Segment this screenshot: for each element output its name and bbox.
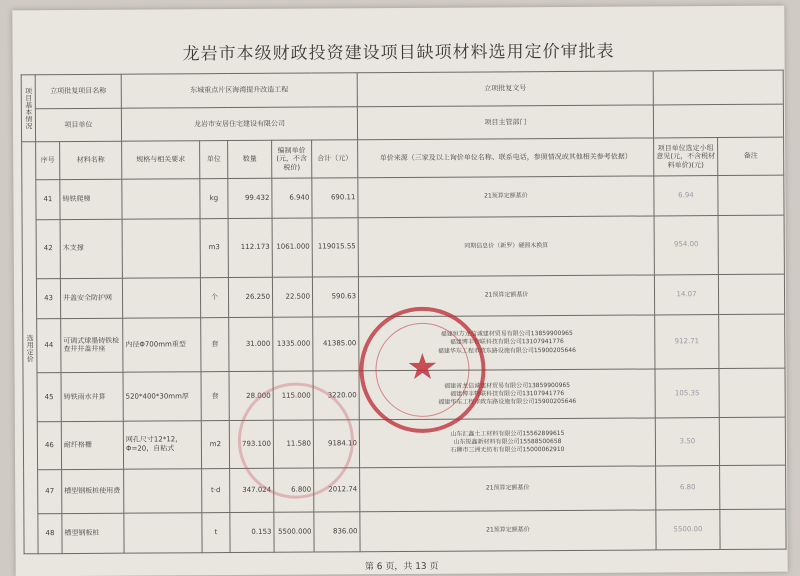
project-unit-row xyxy=(21,104,783,142)
project-unit-label: 项目单位 xyxy=(35,108,121,142)
price-source-line: 21预算定额基价 xyxy=(484,192,528,200)
row-review-price: 5500.00 xyxy=(656,510,720,550)
form-title: 龙岩市本级财政投资建设项目缺项材料选用定价审批表 xyxy=(182,41,615,65)
price-source-line: 山东锐鑫新材料有限公司15588500658 xyxy=(453,438,562,446)
project-unit-value: 龙岩市安居住宅建设有限公司 xyxy=(121,106,357,141)
header-material-name: 材料名称 xyxy=(60,141,122,179)
header-unit: 单位 xyxy=(200,141,228,179)
table-row xyxy=(24,465,786,514)
header-price-source: 单价来源（三家及以上询价单位名称、联系电话，参照情况或其他相关参考依据） xyxy=(358,138,654,178)
row-spec xyxy=(124,513,202,553)
row-total: 119015.55 xyxy=(312,218,358,277)
project-name-value: 东城重点片区海湾提升改造工程 xyxy=(121,73,357,108)
row-unit-price: 115.000 xyxy=(273,371,313,420)
row-total: 9184.10 xyxy=(313,419,359,468)
price-source-line: 21预算定额基价 xyxy=(485,484,530,492)
row-unit-price: 5500.000 xyxy=(274,512,314,552)
faded-seal-stamp xyxy=(238,382,355,499)
price-source-line: 福建华东工程市政东路设施有限公司15900205646 xyxy=(438,397,577,406)
project-name-label: 立项批复项目名称 xyxy=(35,74,121,108)
row-seq: 43 xyxy=(36,278,60,318)
row-seq: 48 xyxy=(38,514,62,554)
row-review-price: 6.94 xyxy=(654,176,718,216)
price-source-line: 福建华东工程市政东路设施有限公司15900205646 xyxy=(437,346,576,355)
row-qty: 26.250 xyxy=(228,277,272,317)
row-spec xyxy=(124,469,202,514)
row-qty: 28.000 xyxy=(229,372,273,421)
approval-doc-value xyxy=(653,70,783,104)
header-unit-price: 编制单价(元，不含税价) xyxy=(272,140,312,178)
row-seq: 45 xyxy=(37,373,61,421)
row-seq: 42 xyxy=(36,220,60,279)
supervising-dept-label: 项目主管部门 xyxy=(357,105,653,140)
row-spec xyxy=(122,277,200,317)
row-unit-price: 6.940 xyxy=(272,178,312,218)
row-qty: 31.000 xyxy=(229,317,273,372)
table-header-row xyxy=(22,137,784,179)
row-seq: 47 xyxy=(38,469,62,513)
row-material-name: 耐纤格栅 xyxy=(61,421,123,470)
row-seq: 44 xyxy=(37,318,61,373)
row-price-source xyxy=(358,216,654,277)
row-review-price: 954.00 xyxy=(654,215,718,274)
row-unit-price: 1061.000 xyxy=(272,218,312,277)
row-qty: 793.100 xyxy=(229,420,273,469)
row-unit: m3 xyxy=(200,218,228,277)
row-material-name: 槽型钢板桩 xyxy=(62,513,124,553)
pricing-section-label: 选用定价 xyxy=(22,142,39,554)
page-number: 第 6 页，共 13 页 xyxy=(364,561,439,573)
header-seq: 序号 xyxy=(36,142,60,180)
header-remark: 备注 xyxy=(718,137,784,175)
row-total: 41385.00 xyxy=(313,316,359,371)
row-review-price: 14.07 xyxy=(654,274,718,314)
row-unit-price: 22.500 xyxy=(272,277,312,317)
header-spec: 规格与相关要求 xyxy=(122,141,200,179)
row-remark xyxy=(719,368,785,417)
seal-star-icon: ★ xyxy=(406,346,439,388)
row-price-source xyxy=(360,510,656,552)
row-review-price: 6.80 xyxy=(656,465,720,509)
row-material-name: 井盖安全防护网 xyxy=(60,278,122,318)
row-review-price: 3.50 xyxy=(655,417,719,466)
row-total: 2012.74 xyxy=(314,468,360,512)
row-price-source xyxy=(360,466,656,512)
price-source-line: 福建恒方龙信诚建材贸易有限公司13859900965 xyxy=(440,330,573,339)
row-remark xyxy=(718,215,784,274)
row-unit-price: 11.580 xyxy=(273,420,313,469)
table-row xyxy=(22,215,784,278)
row-material-name: 可调式球墨铸铁检查井井盖井座 xyxy=(61,318,123,373)
row-spec: 520*400*30mm厚 xyxy=(123,372,201,421)
table-row xyxy=(24,509,786,554)
row-remark xyxy=(718,175,784,215)
row-remark xyxy=(719,417,785,466)
row-unit-price: 6.800 xyxy=(274,468,314,512)
supervising-dept-value xyxy=(653,104,783,138)
row-total: 836.00 xyxy=(314,512,360,552)
price-source-line: 福建省龙信诚建材贸易有限公司13859900965 xyxy=(444,381,571,390)
row-remark xyxy=(718,274,784,314)
price-source-line: 21预算定额基价 xyxy=(484,291,529,299)
row-unit: m2 xyxy=(201,420,229,468)
row-unit: 个 xyxy=(200,277,228,317)
approval-doc-label: 立项批复文号 xyxy=(357,71,653,106)
approval-table-wrapper xyxy=(21,70,786,555)
row-remark xyxy=(720,509,786,549)
row-remark xyxy=(720,465,786,510)
row-qty: 347.024 xyxy=(230,468,274,512)
approval-form-page xyxy=(12,6,787,576)
row-qty: 99.432 xyxy=(228,178,272,218)
row-unit: t·d xyxy=(202,468,230,512)
price-source-line: 21预算定额基价 xyxy=(486,526,530,534)
row-material-name: 槽型钢板桩使用费 xyxy=(62,469,124,513)
row-spec: 网孔尺寸12*12，Φ=20，自粘式 xyxy=(123,420,201,469)
header-total: 合计（元） xyxy=(312,140,358,178)
row-unit: kg xyxy=(200,179,228,219)
row-spec: 内径Φ700mm重型 xyxy=(123,317,201,372)
official-red-seal-stamp xyxy=(359,306,486,433)
price-source-line: 同期信息价（新罗）硬圆木换算 xyxy=(464,241,549,250)
row-remark xyxy=(719,314,785,369)
table-row xyxy=(22,175,784,220)
row-qty: 112.173 xyxy=(228,218,272,277)
row-qty: 0.153 xyxy=(230,512,274,552)
row-total: 590.63 xyxy=(312,277,358,317)
row-unit: 套 xyxy=(201,317,229,372)
price-source-line: 山东汇鑫土工材料有限公司15562899615 xyxy=(450,430,565,438)
row-price-source xyxy=(358,176,654,218)
row-review-price: 912.71 xyxy=(655,314,719,369)
price-source-line: 石狮市三洲无纺布有限公司15000062910 xyxy=(450,446,565,454)
row-total: 3220.00 xyxy=(313,371,359,420)
price-source-line: 福建博丰物联科技有限公司13107941776 xyxy=(449,338,564,347)
row-unit: t xyxy=(202,513,230,553)
row-material-name: 木支撑 xyxy=(60,219,122,278)
row-review-price: 105.35 xyxy=(655,369,719,418)
header-qty: 数量 xyxy=(228,141,272,179)
row-seq: 46 xyxy=(37,421,61,469)
header-review-price: 项目单位选定小组意见(元，不含税材料单价)(元) xyxy=(654,138,718,176)
row-unit-price: 1335.000 xyxy=(273,317,313,372)
row-material-name: 铸铁爬梯 xyxy=(60,179,122,219)
row-seq: 41 xyxy=(36,180,60,220)
project-name-row xyxy=(21,70,783,108)
project-section-label: 项目基本情况 xyxy=(21,75,35,142)
row-material-name: 铸铁雨水井算 xyxy=(61,372,123,421)
row-spec xyxy=(122,219,200,278)
row-spec xyxy=(122,179,200,219)
row-total: 690.11 xyxy=(312,178,358,218)
row-unit: 套 xyxy=(201,372,229,420)
price-source-line: 福建博丰物联科技有限公司13107941776 xyxy=(450,389,565,398)
